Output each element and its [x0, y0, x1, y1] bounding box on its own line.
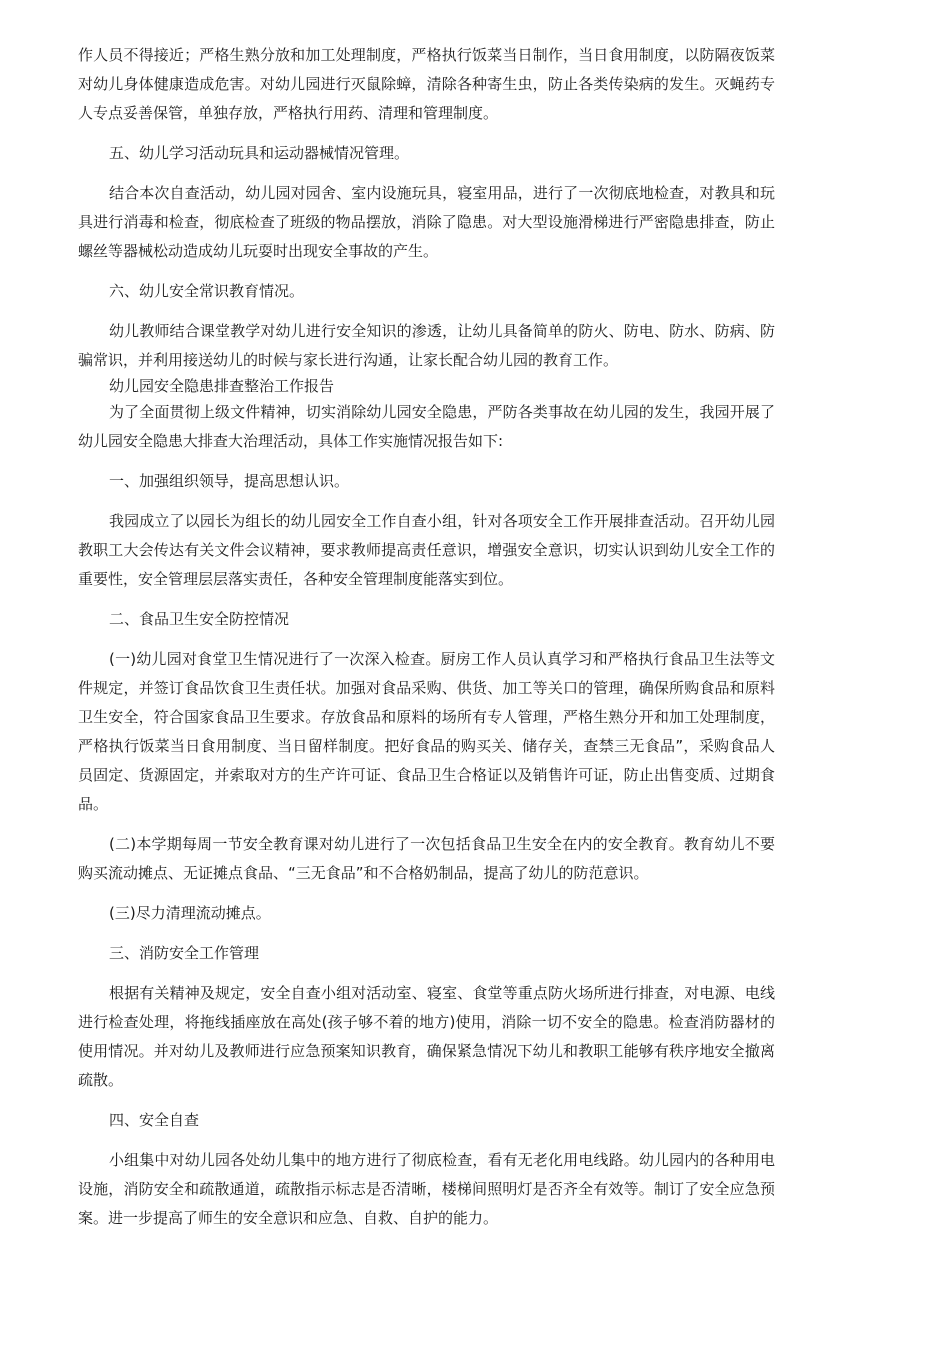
paragraph-toys-check: 结合本次自查活动，幼儿园对园舍、室内设施玩具，寝室用品，进行了一次彻底地检查，对教具和玩具进行消毒和检查，彻底检查了班级的物品摆放，消除了隐患。对大型设施滑梯进行严密隐患排查，防止螺丝等器械松动造成幼儿玩耍时出现安全事故的产生。 — [78, 184, 775, 260]
section-heading-toys: 五、幼儿学习活动玩具和运动器械情况管理。 — [109, 144, 410, 162]
section-heading-food-safety: 二、食品卫生安全防控情况 — [109, 610, 290, 628]
paragraph-food-safety-3: (三)尽力清理流动摊点。 — [109, 904, 271, 922]
document-page — [78, 41, 775, 1233]
paragraph-report-intro: 为了全面贯彻上级文件精神，切实消除幼儿园安全隐患，严防各类事故在幼儿园的发生，我园开展了幼儿园安全隐患大排查大治理活动，具体工作实施情况报告如下: — [78, 403, 775, 450]
section-heading-self-check: 四、安全自查 — [109, 1111, 200, 1129]
section-heading-leadership: 一、加强组织领导，提高思想认识。 — [109, 472, 350, 490]
paragraph-safety-education: 幼儿教师结合课堂教学对幼儿进行安全知识的渗透，让幼儿具备简单的防火、防电、防水、防病、防骗常识，并利用接送幼儿的时候与家长进行沟通，让家长配合幼儿园的教育工作。 — [78, 322, 775, 369]
paragraph-food-safety-1: (一)幼儿园对食堂卫生情况进行了一次深入检查。厨房工作人员认真学习和严格执行食品卫生法等文件规定，并签订食品饮食卫生责任状。加强对食品采购、供货、加工等关口的管理，确保所购食品和原料卫生安全，符合国家食品卫生要求。存放食品和原料的场所有专人管理，严格生熟分开和加工处理制度，严格执行饭菜当日食用制度、当日留样制度。把好食品的购买关、储存关，查禁三无食品”，采购食品人员固定、货源固定，并索取对方的生产许可证、食品卫生合格证以及销售许可证，防止出售变质、过期食品。 — [78, 650, 775, 813]
paragraph-food-safety-2: (二)本学期每周一节安全教育课对幼儿进行了一次包括食品卫生安全在内的安全教育。教育幼儿不要购买流动摊点、无证摊点食品、“三无食品”和不合格奶制品，提高了幼儿的防范意识。 — [78, 835, 775, 882]
report-title: 幼儿园安全隐患排查整治工作报告 — [109, 377, 335, 395]
paragraph-leadership: 我园成立了以园长为组长的幼儿园安全工作自查小组，针对各项安全工作开展排查活动。召开幼儿园教职工大会传达有关文件会议精神，要求教师提高责任意识，增强安全意识，切实认识到幼儿安全工作的重要性，安全管理层层落实责任，各种安全管理制度能落实到位。 — [78, 512, 775, 588]
section-heading-fire-safety: 三、消防安全工作管理 — [109, 944, 260, 962]
section-heading-safety-education: 六、幼儿安全常识教育情况。 — [109, 282, 305, 300]
paragraph-fire-safety: 根据有关精神及规定，安全自查小组对活动室、寝室、食堂等重点防火场所进行排查，对电源、电线进行检查处理，将拖线插座放在高处(孩子够不着的地方)使用，消除一切不安全的隐患。检查消防器材的使用情况。并对幼儿及教师进行应急预案知识教育，确保紧急情况下幼儿和教职工能够有秩序地安全撤离疏散。 — [78, 984, 775, 1089]
paragraph-continued: 作人员不得接近；严格生熟分放和加工处理制度，严格执行饭菜当日制作，当日食用制度，以防隔夜饭菜对幼儿身体健康造成危害。对幼儿园进行灭鼠除蟑，清除各种寄生虫，防止各类传染病的发生。灭蝇药专人专点妥善保管，单独存放，严格执行用药、清理和管理制度。 — [78, 46, 775, 122]
paragraph-self-check: 小组集中对幼儿园各处幼儿集中的地方进行了彻底检查，看有无老化用电线路。幼儿园内的各种用电设施，消防安全和疏散通道，疏散指示标志是否清晰，楼梯间照明灯是否齐全有效等。制订了安全应急预案。进一步提高了师生的安全意识和应急、自救、自护的能力。 — [78, 1151, 775, 1227]
